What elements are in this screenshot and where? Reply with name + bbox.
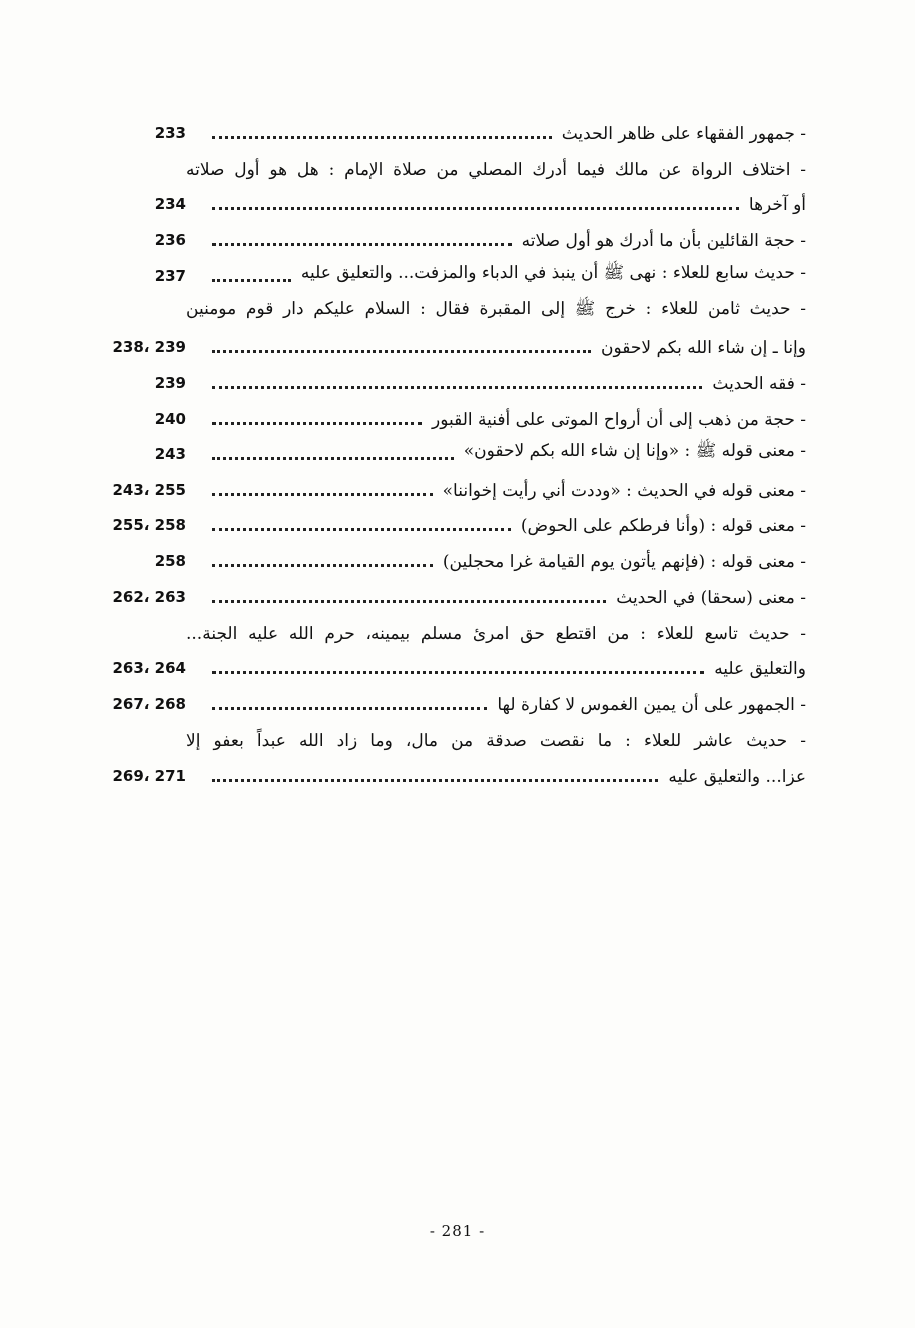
toc-page-number: 238، 239: [112, 338, 186, 357]
toc-entry: [100, 112, 806, 148]
dot-leader: [212, 670, 704, 674]
toc-entry-title: - معنى قوله في الحديث : «وددت أني رأيت إخواننا»: [442, 480, 806, 501]
toc-page-number: 237: [154, 266, 186, 285]
toc-entry: [100, 719, 806, 755]
toc-page-number: [100, 321, 186, 327]
toc-entry-title: - معنى قوله : (فإنهم يأتون يوم القيامة غرا محجلين): [442, 551, 806, 572]
toc-entry: [100, 291, 806, 327]
toc-entry: [100, 255, 806, 291]
toc-entry-title: - حديث سابع للعلاء : نهى ﷺ أن ينبذ في الدباء والمزفت... والتعليق عليه: [300, 262, 806, 283]
dot-leader: [212, 278, 291, 282]
table-of-contents: [100, 112, 806, 791]
toc-page-number: [100, 178, 186, 184]
toc-entry-title: - حديث تاسع للعلاء : من اقتطع حق امرئ مسلم بيمينه، حرم الله عليه الجنة...: [186, 623, 806, 644]
dot-leader: [212, 421, 422, 425]
toc-entry: [100, 398, 806, 434]
toc-page-number: 233: [154, 123, 186, 142]
toc-entry: [100, 576, 806, 612]
toc-page-number: 255، 258: [112, 516, 186, 535]
dot-leader: [212, 385, 702, 389]
toc-entry: [100, 683, 806, 719]
toc-entry-title: - حجة من ذهب إلى أن أرواح الموتى على أفنية القبور: [432, 409, 806, 430]
toc-entry: [100, 434, 806, 470]
toc-entry-title: - معنى قوله : (وأنا فرطكم على الحوض): [520, 516, 806, 537]
toc-entry-title: أو آخرها: [748, 195, 806, 216]
toc-entry-title: - اختلاف الرواة عن مالك فيما أدرك المصلي من صلاة الإمام : هل هو أول صلاته: [186, 159, 806, 180]
dot-leader: [212, 456, 454, 460]
toc-entry: [100, 219, 806, 255]
dot-leader: [212, 242, 512, 246]
toc-entry-title: - حجة القائلين بأن ما أدرك هو أول صلاته: [521, 230, 806, 251]
dot-leader: [212, 599, 606, 603]
toc-entry-title: عزا... والتعليق عليه: [668, 766, 806, 787]
toc-page-number: 267، 268: [112, 694, 186, 713]
toc-entry: [100, 540, 806, 576]
toc-entry: [100, 469, 806, 505]
toc-entry-title: - معنى (سحقا) في الحديث: [616, 587, 806, 608]
dot-leader: [212, 778, 658, 782]
dot-leader: [212, 527, 511, 531]
toc-page-number: 239: [154, 373, 186, 392]
toc-page-number: [100, 642, 186, 648]
toc-entry: [100, 648, 806, 684]
toc-entry-title: - فقه الحديث: [712, 373, 806, 394]
toc-entry: [100, 148, 806, 184]
toc-page-number: 263، 264: [112, 659, 186, 678]
toc-page-number: 269، 271: [112, 766, 186, 785]
dot-leader: [212, 492, 433, 496]
toc-entry: [100, 362, 806, 398]
page-number-footer: - 281 -: [429, 1222, 486, 1240]
toc-entry-title: وإنا ـ إن شاء الله بكم لاحقون: [600, 338, 806, 359]
toc-entry: [100, 612, 806, 648]
dot-leader: [212, 563, 433, 567]
dot-leader: [212, 706, 487, 710]
toc-page-number: 240: [154, 409, 186, 428]
toc-page-number: 243، 255: [112, 480, 186, 499]
toc-page-number: 262، 263: [112, 587, 186, 606]
toc-page-number: 258: [154, 551, 186, 570]
toc-entry: [100, 184, 806, 220]
toc-entry-title: - الجمهور على أن يمين الغموس لا كفارة لها: [497, 694, 806, 715]
dot-leader: [212, 349, 591, 353]
toc-entry-title: - حديث عاشر للعلاء : ما نقصت صدقة من مال، وما زاد الله عبداً بعفو إلا: [186, 731, 806, 752]
toc-page-number: 243: [154, 445, 186, 464]
toc-entry-title: - حديث ثامن للعلاء : خرج ﷺ إلى المقبرة فقال : السلام عليكم دار قوم مومنين: [186, 298, 806, 319]
toc-entry-title: - معنى قوله ﷺ : «وإنا إن شاء الله بكم لاحقون»: [463, 441, 806, 462]
dot-leader: [212, 135, 552, 139]
toc-entry-title: - جمهور الفقهاء على ظاهر الحديث: [561, 123, 806, 144]
toc-page-number: [100, 749, 186, 755]
dot-leader: [212, 206, 739, 210]
toc-entry: [100, 505, 806, 541]
toc-entry: [100, 327, 806, 363]
toc-page-number: 234: [154, 195, 186, 214]
toc-entry: [100, 755, 806, 791]
toc-page-number: 236: [154, 230, 186, 249]
toc-entry-title: والتعليق عليه: [714, 659, 806, 680]
